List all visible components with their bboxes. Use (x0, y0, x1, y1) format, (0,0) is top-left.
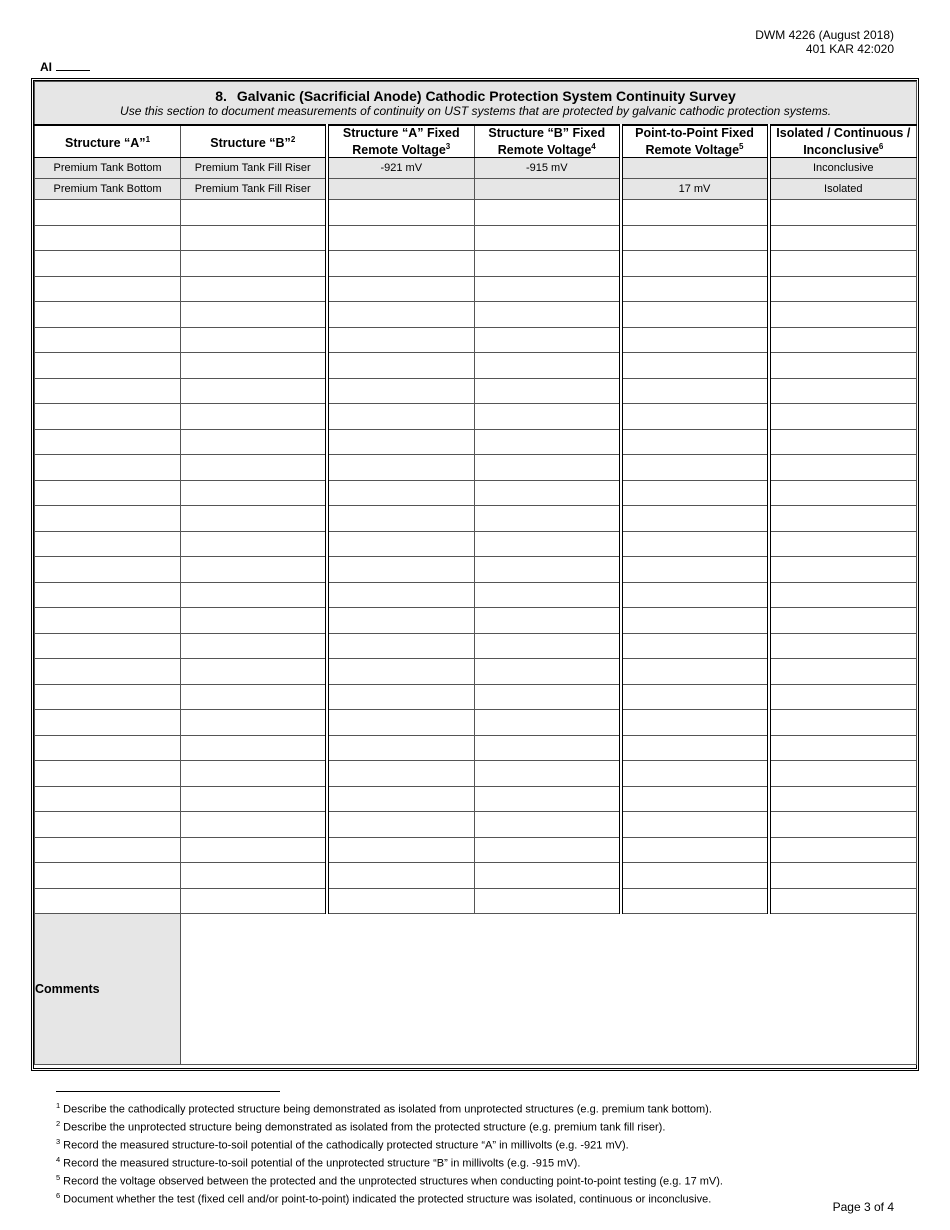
cell-structure-a[interactable] (35, 200, 181, 226)
ai-input-line[interactable] (56, 60, 90, 71)
cell-result[interactable] (769, 251, 917, 277)
cell-structure-b[interactable] (181, 276, 327, 302)
footnote: $^4$ Record the measured structure-to-soil potential of the unprotected structure “B” in millivolts (e.g. -915 mV). (56, 1155, 581, 1170)
cell-structure-a[interactable] (35, 608, 181, 634)
cell-structure-b[interactable] (181, 837, 327, 863)
regulation-ref: 401 KAR 42:020 (805, 42, 894, 56)
table-row (35, 200, 917, 226)
cell-b-voltage[interactable] (475, 302, 621, 328)
cell-structure-b[interactable] (181, 531, 327, 557)
table-row (35, 888, 917, 914)
cell-a-voltage[interactable] (327, 761, 475, 787)
cell-b-voltage[interactable] (475, 863, 621, 889)
cell-structure-a[interactable] (35, 837, 181, 863)
cell-p2p-voltage[interactable] (621, 506, 769, 532)
cell-a-voltage[interactable] (327, 179, 475, 200)
cell-b-voltage[interactable] (475, 251, 621, 277)
cell-structure-b[interactable] (181, 404, 327, 430)
cell-result[interactable] (769, 684, 917, 710)
cell-result[interactable] (769, 455, 917, 481)
cell-structure-b[interactable] (181, 251, 327, 277)
cell-structure-b[interactable] (181, 863, 327, 889)
cell-structure-b[interactable] (181, 710, 327, 736)
cell-structure-a[interactable] (35, 251, 181, 277)
footnote: $^3$ Record the measured structure-to-soil potential of the cathodically protected structure “A” in millivolts (e.g. -921 mV). (56, 1137, 629, 1152)
cell-p2p-voltage[interactable] (621, 633, 769, 659)
cell-result[interactable] (769, 863, 917, 889)
cell-b-voltage[interactable] (475, 812, 621, 838)
cell-structure-b[interactable] (181, 302, 327, 328)
cell-structure-b[interactable] (181, 455, 327, 481)
table-row (35, 506, 917, 532)
ai-number-field[interactable] (40, 60, 90, 74)
cell-structure-b[interactable] (181, 684, 327, 710)
cell-a-voltage[interactable] (327, 710, 475, 736)
cell-b-voltage[interactable] (475, 200, 621, 226)
table-row (35, 837, 917, 863)
cell-p2p-voltage[interactable] (621, 251, 769, 277)
cell-structure-b[interactable] (181, 353, 327, 379)
cell-structure-a[interactable] (35, 863, 181, 889)
cell-structure-a[interactable]: Premium Tank Bottom (35, 158, 181, 179)
cell-b-voltage[interactable] (475, 225, 621, 251)
cell-result[interactable] (769, 837, 917, 863)
cell-structure-b[interactable] (181, 506, 327, 532)
cell-structure-a[interactable] (35, 276, 181, 302)
cell-b-voltage[interactable] (475, 531, 621, 557)
cell-structure-a[interactable] (35, 378, 181, 404)
footnote: $^6$ Document whether the test (fixed cell and/or point-to-point) indicated the protected structure was isolated, continuous or inconclusive. (56, 1191, 712, 1206)
cell-p2p-voltage[interactable] (621, 761, 769, 787)
cell-result[interactable] (769, 557, 917, 583)
cell-structure-b[interactable] (181, 378, 327, 404)
cell-b-voltage[interactable] (475, 786, 621, 812)
table-row (35, 684, 917, 710)
cell-b-voltage[interactable] (475, 633, 621, 659)
cell-result[interactable] (769, 506, 917, 532)
cell-structure-a[interactable] (35, 710, 181, 736)
table-row (35, 633, 917, 659)
cell-b-voltage[interactable] (475, 353, 621, 379)
cell-structure-b[interactable] (181, 327, 327, 353)
cell-a-voltage[interactable] (327, 684, 475, 710)
cell-result[interactable] (769, 353, 917, 379)
cell-a-voltage[interactable] (327, 251, 475, 277)
table-row (35, 480, 917, 506)
cell-result[interactable] (769, 633, 917, 659)
cell-structure-a[interactable] (35, 761, 181, 787)
table-row (35, 786, 917, 812)
cell-p2p-voltage[interactable] (621, 276, 769, 302)
cell-b-voltage[interactable] (475, 506, 621, 532)
cell-a-voltage[interactable] (327, 225, 475, 251)
cell-p2p-voltage[interactable] (621, 302, 769, 328)
cell-structure-a[interactable] (35, 735, 181, 761)
cell-result[interactable] (769, 200, 917, 226)
cell-result[interactable] (769, 710, 917, 736)
table-row (35, 225, 917, 251)
cell-p2p-voltage[interactable] (621, 429, 769, 455)
cell-result[interactable] (769, 812, 917, 838)
cell-structure-a[interactable] (35, 888, 181, 914)
ai-label: AI (40, 60, 52, 74)
table-row (35, 327, 917, 353)
cell-p2p-voltage[interactable] (621, 158, 769, 179)
cell-b-voltage[interactable] (475, 429, 621, 455)
cell-result[interactable] (769, 327, 917, 353)
cell-result[interactable] (769, 378, 917, 404)
cell-result[interactable]: Inconclusive (769, 158, 917, 179)
footnote: $^1$ Describe the cathodically protected structure being demonstrated as isolated from unprotected structures (e.g. premium tank bottom). (56, 1101, 712, 1116)
section-header (35, 82, 917, 126)
cell-structure-a[interactable] (35, 633, 181, 659)
cell-structure-b[interactable] (181, 888, 327, 914)
cell-structure-a[interactable] (35, 582, 181, 608)
cell-p2p-voltage[interactable] (621, 480, 769, 506)
table-row (35, 353, 917, 379)
cell-p2p-voltage[interactable] (621, 863, 769, 889)
cell-a-voltage[interactable] (327, 837, 475, 863)
survey-rows (35, 158, 917, 914)
cell-structure-b[interactable] (181, 812, 327, 838)
cell-structure-a[interactable] (35, 812, 181, 838)
cell-p2p-voltage[interactable] (621, 659, 769, 685)
cell-result[interactable] (769, 429, 917, 455)
form-code: DWM 4226 (August 2018) (755, 28, 894, 42)
cell-a-voltage[interactable] (327, 582, 475, 608)
cell-structure-a[interactable] (35, 480, 181, 506)
cell-b-voltage[interactable] (475, 684, 621, 710)
cell-structure-b[interactable] (181, 480, 327, 506)
cell-a-voltage[interactable] (327, 276, 475, 302)
cell-p2p-voltage[interactable] (621, 582, 769, 608)
cell-a-voltage[interactable] (327, 633, 475, 659)
col-a-fixed-remote-voltage: Structure “A” Fixed Remote Voltage$^3$ (327, 125, 475, 158)
section-instructions: Use this section to document measurements of continuity on UST systems that are protected by galvanic cathodic protection systems. (120, 104, 832, 118)
cell-structure-b[interactable] (181, 608, 327, 634)
cell-structure-a[interactable] (35, 659, 181, 685)
col-b-fixed-remote-voltage: Structure “B” Fixed Remote Voltage$^4$ (475, 125, 621, 158)
cell-result[interactable] (769, 225, 917, 251)
cell-p2p-voltage[interactable] (621, 455, 769, 481)
cell-b-voltage[interactable] (475, 761, 621, 787)
cell-a-voltage[interactable] (327, 302, 475, 328)
comments-field[interactable] (181, 914, 917, 1065)
cell-result[interactable] (769, 480, 917, 506)
cell-a-voltage[interactable] (327, 327, 475, 353)
cell-structure-b[interactable] (181, 633, 327, 659)
table-row (35, 659, 917, 685)
cell-structure-b[interactable] (181, 582, 327, 608)
cell-result[interactable] (769, 404, 917, 430)
cell-b-voltage[interactable] (475, 659, 621, 685)
table-row (35, 455, 917, 481)
cell-a-voltage[interactable] (327, 659, 475, 685)
table-row (35, 302, 917, 328)
cell-a-voltage[interactable] (327, 888, 475, 914)
cell-structure-a[interactable] (35, 404, 181, 430)
cell-a-voltage[interactable] (327, 429, 475, 455)
cell-a-voltage[interactable] (327, 557, 475, 583)
cell-a-voltage[interactable] (327, 506, 475, 532)
table-row (35, 863, 917, 889)
cell-a-voltage[interactable] (327, 735, 475, 761)
cell-p2p-voltage[interactable] (621, 531, 769, 557)
cell-b-voltage[interactable] (475, 327, 621, 353)
cell-structure-a[interactable] (35, 557, 181, 583)
cell-b-voltage[interactable] (475, 404, 621, 430)
cell-p2p-voltage[interactable] (621, 710, 769, 736)
cell-p2p-voltage[interactable] (621, 837, 769, 863)
cell-a-voltage[interactable] (327, 480, 475, 506)
table-row (35, 557, 917, 583)
table-row (35, 429, 917, 455)
cell-structure-a[interactable] (35, 531, 181, 557)
cell-p2p-voltage[interactable]: 17 mV (621, 179, 769, 200)
table-row (35, 378, 917, 404)
cell-result[interactable] (769, 302, 917, 328)
col-structure-b: Structure “B”$^2$ (181, 125, 327, 158)
table-row (35, 582, 917, 608)
cell-a-voltage[interactable] (327, 531, 475, 557)
cell-b-voltage[interactable] (475, 735, 621, 761)
cell-result[interactable] (769, 276, 917, 302)
cell-p2p-voltage[interactable] (621, 225, 769, 251)
cell-b-voltage[interactable] (475, 888, 621, 914)
cell-b-voltage[interactable] (475, 837, 621, 863)
cell-p2p-voltage[interactable] (621, 786, 769, 812)
form-identifier (755, 28, 894, 56)
cell-structure-a[interactable] (35, 327, 181, 353)
cell-p2p-voltage[interactable] (621, 200, 769, 226)
cell-a-voltage[interactable] (327, 353, 475, 379)
cell-p2p-voltage[interactable] (621, 557, 769, 583)
cell-result[interactable] (769, 786, 917, 812)
footnote: $^5$ Record the voltage observed between the protected and the unprotected structures when conducting point-to-point testing (e.g. 17 mV). (56, 1173, 723, 1188)
cell-result[interactable] (769, 608, 917, 634)
cell-p2p-voltage[interactable] (621, 684, 769, 710)
cell-structure-b[interactable] (181, 225, 327, 251)
cell-structure-a[interactable]: Premium Tank Bottom (35, 179, 181, 200)
cell-b-voltage[interactable] (475, 480, 621, 506)
cell-b-voltage[interactable] (475, 710, 621, 736)
cell-structure-a[interactable] (35, 506, 181, 532)
cell-p2p-voltage[interactable] (621, 378, 769, 404)
cell-a-voltage[interactable] (327, 863, 475, 889)
footnotes (56, 1099, 723, 1207)
table-row (35, 179, 917, 200)
cell-b-voltage[interactable] (475, 276, 621, 302)
cell-b-voltage[interactable] (475, 582, 621, 608)
cell-structure-b[interactable]: Premium Tank Fill Riser (181, 179, 327, 200)
cell-p2p-voltage[interactable] (621, 404, 769, 430)
cell-b-voltage[interactable] (475, 557, 621, 583)
cell-result[interactable] (769, 531, 917, 557)
cell-structure-b[interactable] (181, 200, 327, 226)
table-row (35, 761, 917, 787)
table-row (35, 158, 917, 179)
cell-p2p-voltage[interactable] (621, 327, 769, 353)
cell-a-voltage[interactable] (327, 200, 475, 226)
section-title: 8. Galvanic (Sacrificial Anode) Cathodic Protection System Continuity Survey (215, 88, 736, 104)
cell-structure-a[interactable] (35, 429, 181, 455)
footnote-divider (56, 1091, 280, 1092)
table-row (35, 735, 917, 761)
cell-structure-b[interactable] (181, 557, 327, 583)
cell-b-voltage[interactable] (475, 179, 621, 200)
cell-structure-b[interactable]: Premium Tank Fill Riser (181, 158, 327, 179)
table-row (35, 608, 917, 634)
cell-result[interactable] (769, 761, 917, 787)
col-result: Isolated / Continuous / Inconclusive$^6$ (769, 125, 917, 158)
cell-structure-a[interactable] (35, 353, 181, 379)
cell-structure-b[interactable] (181, 659, 327, 685)
cell-a-voltage[interactable] (327, 608, 475, 634)
cell-structure-b[interactable] (181, 735, 327, 761)
continuity-survey-table (34, 81, 917, 1065)
footnote: $^2$ Describe the unprotected structure being demonstrated as isolated from the protected structure (e.g. premium tank fill riser). (56, 1119, 666, 1134)
cell-p2p-voltage[interactable] (621, 608, 769, 634)
cell-b-voltage[interactable] (475, 378, 621, 404)
table-row (35, 276, 917, 302)
cell-a-voltage[interactable] (327, 404, 475, 430)
survey-form (31, 78, 919, 1071)
cell-result[interactable] (769, 888, 917, 914)
cell-result[interactable] (769, 659, 917, 685)
cell-a-voltage[interactable] (327, 455, 475, 481)
cell-result[interactable] (769, 582, 917, 608)
cell-a-voltage[interactable]: -921 mV (327, 158, 475, 179)
cell-structure-a[interactable] (35, 302, 181, 328)
table-row (35, 710, 917, 736)
cell-b-voltage[interactable] (475, 455, 621, 481)
cell-structure-b[interactable] (181, 429, 327, 455)
col-point-to-point-voltage: Point-to-Point Fixed Remote Voltage$^5$ (621, 125, 769, 158)
cell-a-voltage[interactable] (327, 786, 475, 812)
cell-structure-b[interactable] (181, 786, 327, 812)
cell-p2p-voltage[interactable] (621, 812, 769, 838)
cell-structure-b[interactable] (181, 761, 327, 787)
cell-p2p-voltage[interactable] (621, 353, 769, 379)
cell-a-voltage[interactable] (327, 812, 475, 838)
cell-result[interactable]: Isolated (769, 179, 917, 200)
cell-a-voltage[interactable] (327, 378, 475, 404)
col-structure-a: Structure “A”$^1$ (35, 125, 181, 158)
comments-label: Comments (35, 914, 181, 1065)
table-row (35, 404, 917, 430)
cell-b-voltage[interactable]: -915 mV (475, 158, 621, 179)
table-row (35, 251, 917, 277)
cell-p2p-voltage[interactable] (621, 735, 769, 761)
cell-structure-a[interactable] (35, 786, 181, 812)
page-number: Page 3 of 4 (832, 1200, 894, 1214)
cell-result[interactable] (769, 735, 917, 761)
table-row (35, 812, 917, 838)
cell-b-voltage[interactable] (475, 608, 621, 634)
cell-structure-a[interactable] (35, 684, 181, 710)
cell-structure-a[interactable] (35, 455, 181, 481)
cell-structure-a[interactable] (35, 225, 181, 251)
cell-p2p-voltage[interactable] (621, 888, 769, 914)
table-row (35, 531, 917, 557)
